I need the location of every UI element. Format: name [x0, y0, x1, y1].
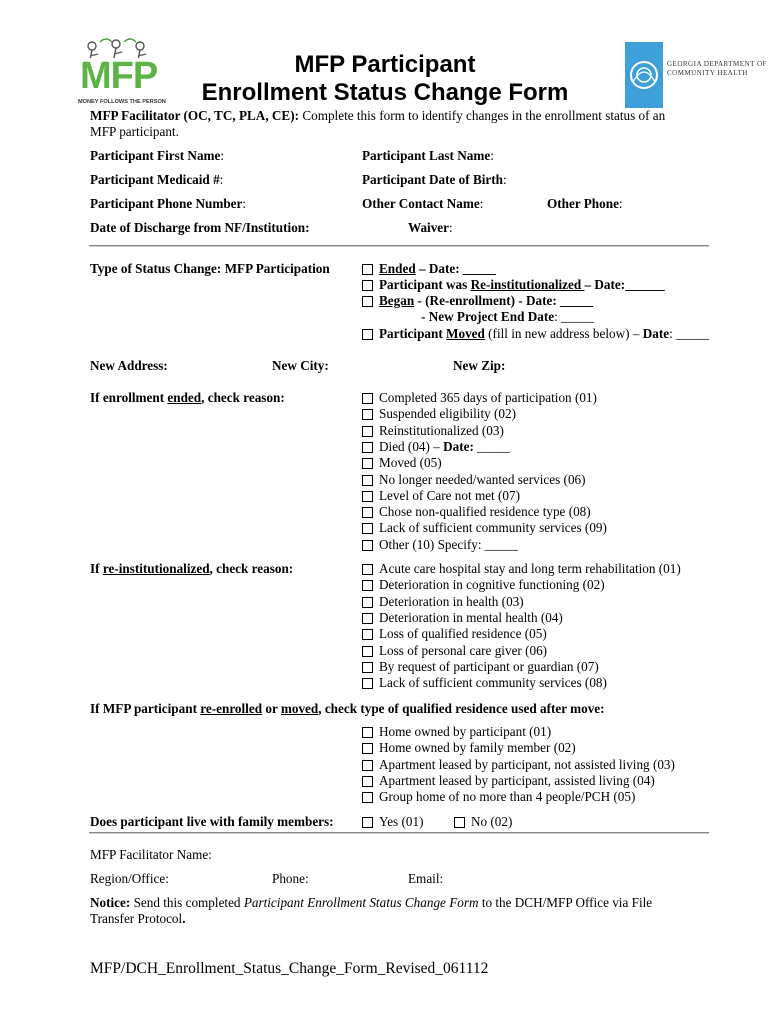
last-name-label: Participant Last Name — [362, 148, 491, 163]
died-date-blank: _____ — [473, 438, 511, 454]
form-title-line2: Enrollment Status Change Form — [201, 79, 569, 106]
checkbox[interactable] — [362, 613, 373, 624]
notice-text2: to the DCH/MFP Office via File — [478, 895, 653, 910]
colon: : — [490, 148, 494, 163]
family-label: Does participant live with family members: — [90, 814, 334, 829]
colon: : — [503, 172, 507, 187]
new-address-field[interactable]: New Address: — [90, 358, 168, 373]
ended-reason-option-label: Moved (05) — [379, 455, 442, 471]
ended-date: – Date: _____ — [415, 261, 496, 276]
checkbox[interactable] — [362, 280, 373, 291]
other-contact-field[interactable] — [362, 196, 483, 212]
ended-reason-option-label: Completed 365 days of participation (01) — [379, 390, 597, 405]
residence-option-label: Home owned by participant (01) — [379, 724, 552, 739]
ended-reason-option-label: Chose non-qualified residence type (08) — [379, 504, 591, 520]
waiver-label: Waiver — [408, 220, 450, 235]
divider-bottom — [89, 832, 709, 834]
moved-date-label: Date — [642, 326, 670, 341]
other-phone-label: Other Phone — [547, 196, 619, 211]
checkbox[interactable] — [362, 393, 373, 404]
ended-label: Ended — [379, 261, 416, 276]
checkbox[interactable] — [362, 678, 373, 689]
label-pre: If MFP participant — [90, 701, 201, 716]
checkbox[interactable] — [362, 564, 373, 575]
form-title-line1: MFP Participant — [294, 51, 476, 78]
mfp-logo-tagline: MONEY FOLLOWS THE PERSON — [78, 99, 166, 105]
checkbox[interactable] — [362, 426, 373, 437]
label-underlined: ended — [167, 390, 202, 405]
other-phone-field[interactable] — [547, 196, 623, 212]
reinst-label: Re-institutionalized — [470, 277, 585, 292]
reinst-reason-option-label: Loss of personal care giver (06) — [379, 642, 548, 658]
gdch-line2: COMMUNITY HEALTH — [667, 69, 748, 77]
began-label: Began — [379, 293, 415, 308]
reinst-reason-option[interactable] — [362, 626, 547, 642]
checkbox[interactable] — [362, 646, 373, 657]
first-name-field[interactable] — [90, 148, 224, 164]
reinst-reason-option-label: By request of participant or guardian (07) — [379, 658, 599, 674]
option-moved[interactable] — [362, 326, 709, 342]
reinst-reason-option[interactable] — [362, 675, 607, 691]
ended-reasons-label — [90, 390, 285, 406]
colon: : — [449, 220, 453, 235]
mfp-logo-text: MFP — [80, 55, 158, 97]
residence-option[interactable] — [362, 773, 655, 789]
last-name-field[interactable] — [362, 148, 494, 164]
option-reinstitutionalized[interactable] — [362, 277, 665, 293]
residence-option[interactable] — [362, 789, 635, 805]
checkbox[interactable] — [362, 817, 373, 828]
ended-reason-option-label: Suspended eligibility (02) — [379, 406, 516, 422]
residence-option[interactable] — [362, 740, 576, 756]
ended-reason-option[interactable] — [362, 439, 510, 455]
colon: : — [479, 196, 484, 211]
moved-mid: (fill in new address below) – — [484, 326, 643, 341]
notice-line2 — [90, 911, 185, 927]
new-end-label: - New Project End Date — [421, 309, 555, 324]
reinst-reason-option-label: Lack of sufficient community services (08) — [379, 675, 607, 691]
reinst-reason-option-label: Loss of qualified residence (05) — [379, 626, 547, 642]
gdch-logo — [625, 42, 767, 108]
colon: : — [618, 196, 623, 211]
intro-bold: MFP Facilitator (OC, TC, PLA, CE): — [90, 108, 300, 123]
checkbox[interactable] — [362, 580, 373, 591]
medicaid-label: Participant Medicaid # — [90, 172, 220, 187]
yes-label: Yes (01) — [379, 814, 424, 829]
residence-option-label: Group home of no more than 4 people/PCH (05) — [379, 789, 636, 805]
gdch-emblem — [625, 42, 663, 108]
reinst-pre: Participant was — [379, 277, 471, 292]
moved-pre: Participant — [379, 326, 447, 341]
mfp-logo — [78, 36, 168, 108]
checkbox[interactable] — [362, 264, 373, 275]
medicaid-field[interactable] — [90, 172, 223, 188]
label-moved: moved — [280, 701, 319, 716]
checkbox[interactable] — [362, 296, 373, 307]
ended-reason-option[interactable] — [362, 520, 607, 536]
new-end-blank: : _____ — [554, 309, 594, 324]
ended-reason-option[interactable] — [362, 504, 591, 520]
ended-reason-option[interactable] — [362, 537, 518, 553]
other-contact-label: Other Contact Name — [362, 196, 480, 211]
option-began[interactable] — [362, 293, 593, 309]
notice-text3: Transfer Protocol — [90, 911, 183, 926]
status-change-label: Type of Status Change: MFP Participation — [90, 261, 330, 276]
label-post: , check type of qualified residence used after move: — [318, 701, 605, 716]
ended-reason-option-label: No longer needed/wanted services (06) — [379, 471, 586, 487]
notice-text1: Send this completed — [130, 895, 244, 910]
reinst-reason-option[interactable] — [362, 577, 605, 593]
checkbox[interactable] — [362, 540, 373, 551]
notice-bold: Notice: — [90, 895, 131, 910]
intro-line1 — [90, 108, 665, 124]
label-post: , check reason: — [209, 561, 294, 576]
waiver-field[interactable] — [408, 220, 453, 236]
intro-line2: MFP participant. — [90, 124, 179, 139]
checkbox[interactable] — [362, 491, 373, 502]
residence-option-label: Apartment leased by participant, not assisted living (03) — [379, 756, 675, 772]
checkbox[interactable] — [362, 597, 373, 608]
colon: : — [219, 172, 224, 187]
family-no-option[interactable] — [454, 814, 512, 830]
residence-option[interactable] — [362, 724, 551, 740]
checkbox[interactable] — [362, 458, 373, 469]
new-city-field[interactable]: New City: — [272, 358, 329, 373]
ended-reason-option[interactable] — [362, 488, 520, 504]
reinst-reason-option[interactable] — [362, 643, 547, 659]
reinst-reason-option[interactable] — [362, 659, 599, 675]
new-project-end-date[interactable] — [362, 309, 594, 325]
notice-line1 — [90, 895, 652, 911]
facilitator-name-field[interactable]: MFP Facilitator Name: — [90, 847, 212, 862]
label-underlined: re-institutionalized — [102, 561, 210, 576]
residence-label — [90, 701, 605, 717]
colon: : — [242, 196, 247, 211]
moved-label: Moved — [446, 326, 485, 341]
reinst-reason-option-label: Deterioration in health (03) — [379, 593, 524, 609]
checkbox[interactable] — [362, 792, 373, 803]
reinst-reason-option[interactable] — [362, 561, 681, 577]
document-id: MFP/DCH_Enrollment_Status_Change_Form_Revised_061112 — [90, 960, 489, 977]
checkbox[interactable] — [362, 760, 373, 771]
began-date: - (Re-enrollment) - Date: _____ — [414, 293, 594, 308]
divider-top — [89, 245, 709, 247]
ended-reason-option-label: Level of Care not met (07) — [379, 487, 520, 503]
ended-reason-option-label: Lack of sufficient community services (09) — [379, 520, 607, 536]
label-post: , check reason: — [201, 390, 285, 405]
reinst-reason-option-label: Deterioration in mental health (04) — [379, 609, 563, 625]
reinst-reason-option[interactable] — [362, 594, 524, 610]
checkbox[interactable] — [362, 409, 373, 420]
colon: : — [220, 148, 225, 163]
notice-italic: Participant Enrollment Status Change Form — [243, 895, 479, 910]
ended-reason-option[interactable] — [362, 472, 586, 488]
checkbox[interactable] — [362, 329, 373, 340]
residence-option[interactable] — [362, 757, 675, 773]
checkbox[interactable] — [362, 727, 373, 738]
dob-field[interactable] — [362, 172, 507, 188]
reinst-reasons-label — [90, 561, 293, 577]
gdch-line1: GEORGIA DEPARTMENT OF — [667, 60, 767, 68]
ended-reason-option[interactable] — [362, 406, 516, 422]
ended-reason-option-label: Died (04) – — [379, 438, 444, 454]
checkbox[interactable] — [362, 743, 373, 754]
checkbox[interactable] — [362, 442, 373, 453]
died-date-label: Date: — [443, 438, 474, 454]
new-zip-field[interactable]: New Zip: — [453, 358, 506, 373]
reinst-reason-option-label: Deterioration in cognitive functioning (02) — [379, 577, 605, 593]
label-reenrolled: re-enrolled — [200, 701, 263, 716]
checkbox[interactable] — [362, 507, 373, 518]
checkbox[interactable] — [454, 817, 465, 828]
residence-option-label: Apartment leased by participant, assisted living (04) — [379, 772, 655, 788]
ended-reason-option-label: Other (10) Specify: _____ — [379, 536, 518, 552]
no-label: No (02) — [471, 814, 513, 829]
checkbox[interactable] — [362, 475, 373, 486]
label-pre: If — [90, 561, 103, 576]
checkbox[interactable] — [362, 776, 373, 787]
phone-field[interactable] — [90, 196, 246, 212]
dob-label: Participant Date of Birth — [362, 172, 504, 187]
checkbox[interactable] — [362, 662, 373, 673]
phone-label: Participant Phone Number — [90, 196, 243, 211]
ended-reason-option[interactable] — [362, 423, 504, 439]
label-pre: If enrollment — [90, 390, 168, 405]
checkbox[interactable] — [362, 523, 373, 534]
discharge-field[interactable]: Date of Discharge from NF/Institution: — [90, 220, 310, 235]
reinst-reason-option-label: Acute care hospital stay and long term rehabilitation (01) — [379, 561, 681, 576]
first-name-label: Participant First Name — [90, 148, 221, 163]
phone-footer-field[interactable]: Phone: — [272, 871, 309, 886]
checkbox[interactable] — [362, 629, 373, 640]
reinst-date: – Date:______ — [584, 277, 665, 292]
ended-reason-option[interactable] — [362, 390, 597, 406]
family-yes-option[interactable] — [362, 814, 423, 830]
ended-reason-option[interactable] — [362, 455, 442, 471]
option-ended[interactable] — [362, 261, 496, 277]
moved-date-blank: : _____ — [669, 326, 710, 341]
notice-period: . — [182, 911, 186, 926]
ended-reason-option-label: Reinstitutionalized (03) — [379, 422, 504, 438]
reinst-reason-option[interactable] — [362, 610, 563, 626]
intro-text1: Complete this form to identify changes in the enrollment status of an — [299, 108, 666, 123]
region-office-field[interactable]: Region/Office: — [90, 871, 169, 886]
residence-option-label: Home owned by family member (02) — [379, 740, 576, 756]
label-or: or — [262, 701, 281, 716]
email-field[interactable]: Email: — [408, 871, 444, 886]
